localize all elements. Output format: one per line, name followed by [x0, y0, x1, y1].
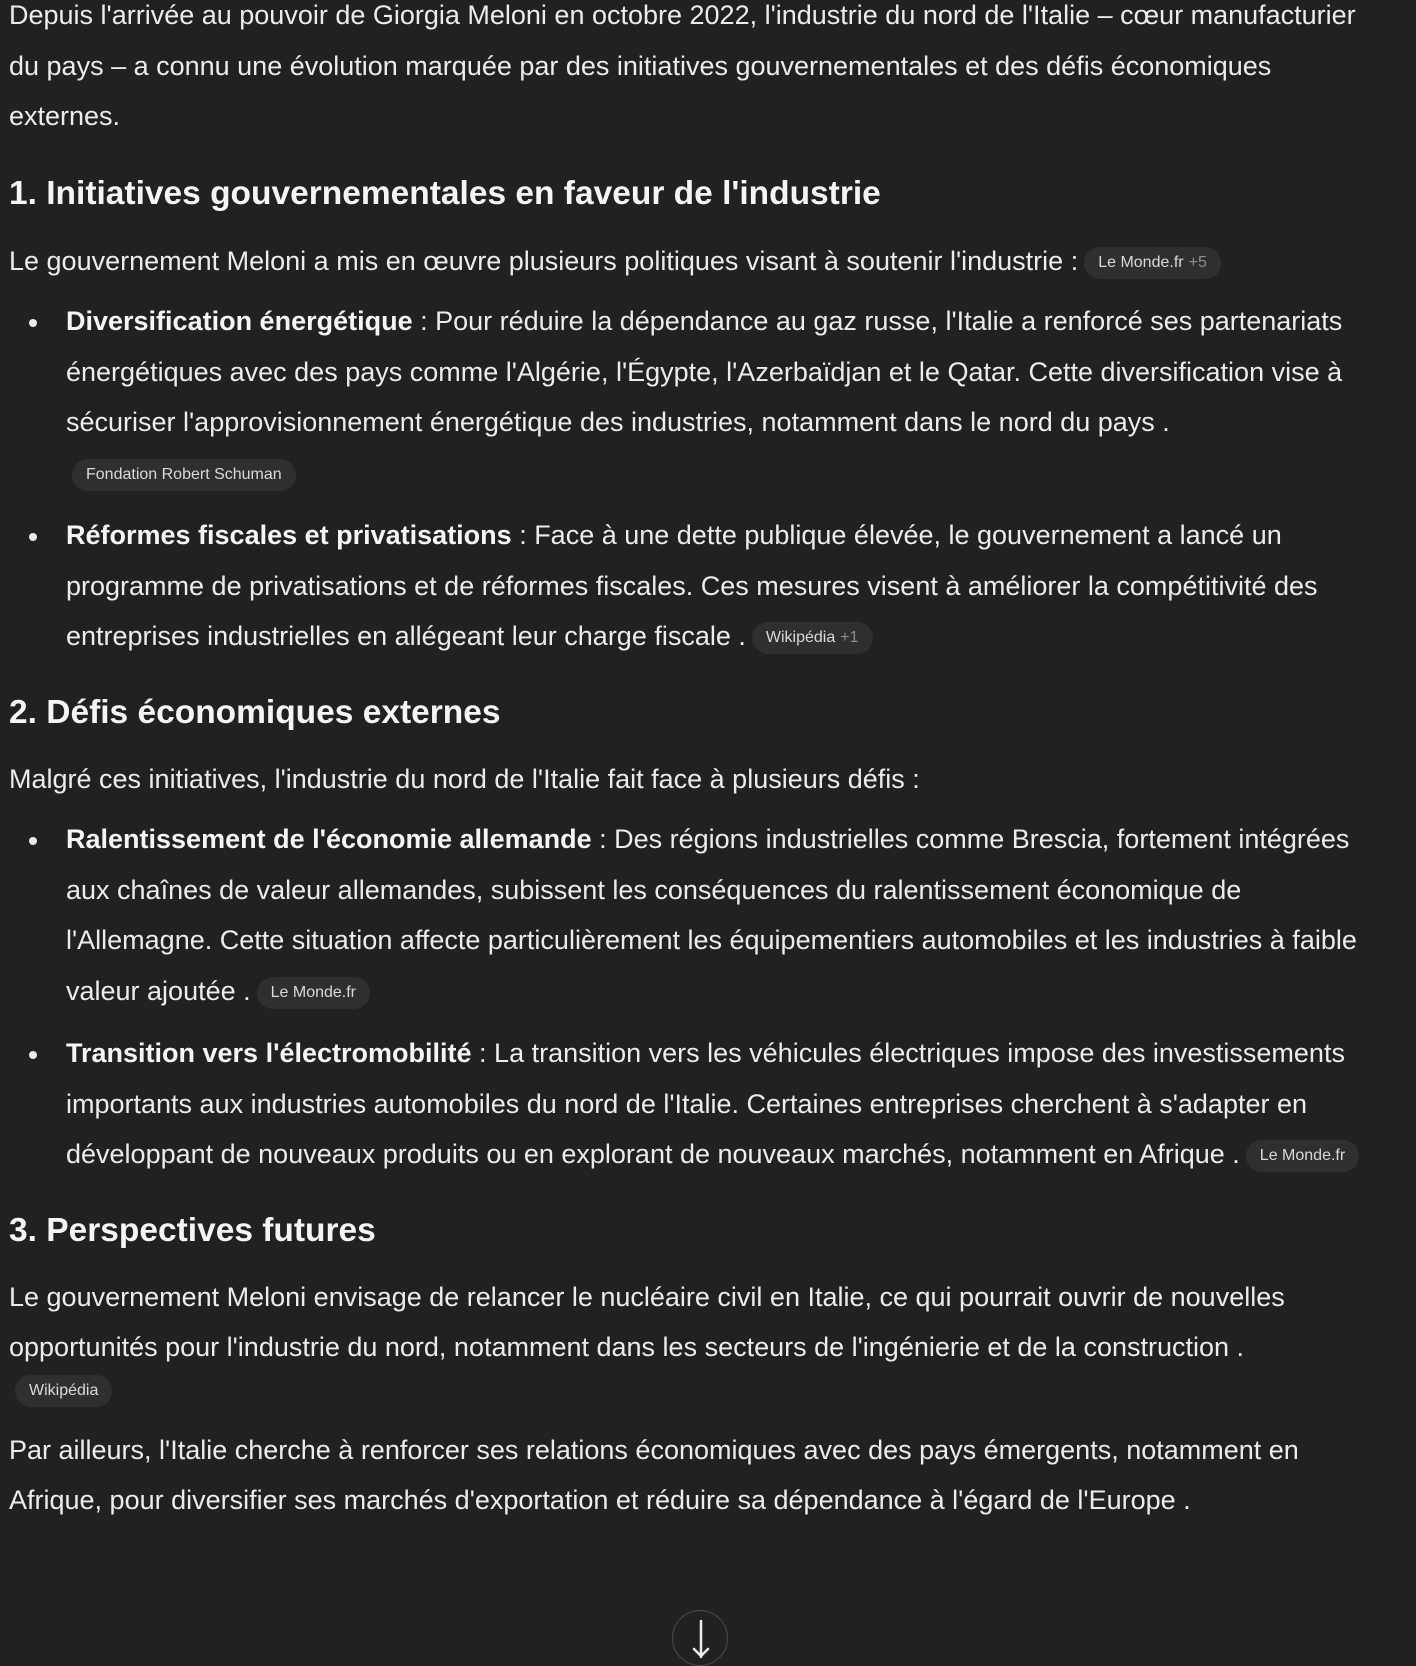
- bullet-dot: [29, 533, 37, 541]
- section-heading-text: 1. Initiatives gouvernementales en faveur de l'industrie: [9, 174, 881, 212]
- source-chip[interactable]: [1246, 1140, 1359, 1172]
- bullet-dot: [29, 319, 37, 327]
- list-item: [9, 296, 1388, 498]
- lead-text: Le gouvernement Meloni a mis en œuvre plusieurs politiques visant à soutenir l'industrie :: [9, 245, 1079, 276]
- source-name: Fondation Robert Schuman: [86, 465, 282, 483]
- item-text: : Face à une dette publique élevée, le gouvernement a lancé un programme de privatisations et de réformes fiscales. Ces mesures visent à améliorer la compétitivité des entreprises industrielles en allégeant leur charge fiscale .: [66, 520, 1318, 651]
- source-extra-count: +1: [840, 629, 859, 646]
- item-term: Réformes fiscales et privatisations: [66, 520, 512, 550]
- item-term: Transition vers l'électromobilité: [66, 1038, 472, 1068]
- source-name: Le Monde.fr: [1259, 1147, 1346, 1164]
- source-name: Le Monde.fr: [270, 983, 357, 1001]
- source-chip[interactable]: [1084, 247, 1221, 279]
- item-text: : Des régions industrielles comme Brescia, fortement intégrées aux chaînes de valeur allemandes, subissent les conséquences du ralentissement économique de l'Allemagne. Cette situation affecte particulièrement les équipementiers automobiles et les industries à faible valeur ajoutée .: [66, 824, 1357, 1006]
- item-term: Diversification énergétique: [66, 306, 413, 336]
- section-heading-initiatives: [9, 169, 1388, 219]
- source-extra-count: +5: [1188, 253, 1207, 271]
- list-item: [9, 814, 1388, 1016]
- source-chip[interactable]: [752, 622, 873, 654]
- source-name: Le Monde.fr: [1098, 253, 1184, 271]
- source-name: Wikipédia: [765, 629, 836, 646]
- list-item: [9, 510, 1388, 662]
- section-lead: Malgré ces initiatives, l'industrie du nord de l'Italie fait face à plusieurs défis :: [9, 763, 920, 794]
- source-chip-row: [15, 1375, 1388, 1407]
- source-chip[interactable]: [72, 459, 296, 491]
- list-item: [9, 1028, 1388, 1180]
- scroll-to-bottom-button[interactable]: [672, 1610, 728, 1666]
- bullet-dot: [29, 1051, 37, 1059]
- perspectives-paragraph-2: Par ailleurs, l'Italie cherche à renforcer ses relations économiques avec des pays émergents, notamment en Afrique, pour diversifier ses marchés d'exportation et réduire sa dépendance à l'égard de l'Europe .: [9, 1434, 1299, 1515]
- source-chip[interactable]: [257, 977, 370, 1009]
- section-heading-text: 2. Défis économiques externes: [9, 693, 501, 731]
- intro-paragraph: Depuis l'arrivée au pouvoir de Giorgia Meloni en octobre 2022, l'industrie du nord de l'Italie – cœur manufacturier du pays – a connu une évolution marquée par des initiatives gouvernementales et des défis économiques externes.: [9, 0, 1356, 131]
- perspectives-paragraph: Le gouvernement Meloni envisage de relancer le nucléaire civil en Italie, ce qui pourrait ouvrir de nouvelles opportunités pour l'industrie du nord, notamment dans les secteurs de l'ingénierie et de la construction .: [9, 1281, 1285, 1362]
- item-text: : Pour réduire la dépendance au gaz russe, l'Italie a renforcé ses partenariats énergétiques avec des pays comme l'Algérie, l'Égypte, l'Azerbaïdjan et le Qatar. Cette diversification vise à sécuriser l'approvisionnement énergétique des industries, notamment dans le nord du pays .: [66, 306, 1343, 437]
- item-term: Ralentissement de l'économie allemande: [66, 824, 592, 854]
- arrow-down-icon: [691, 1619, 711, 1659]
- item-text: : La transition vers les véhicules électriques impose des investissements importants aux industries automobiles du nord de l'Italie. Certaines entreprises cherchent à s'adapter en développant de nouveaux produits ou en explorant de nouveaux marchés, notamment en Afrique .: [66, 1038, 1345, 1169]
- section-heading-perspectives: [9, 1206, 1388, 1256]
- source-name: Wikipédia: [29, 1381, 99, 1399]
- section-heading-text: 3. Perspectives futures: [9, 1211, 376, 1249]
- initiatives-list: [9, 296, 1388, 662]
- section-heading-defis: [9, 688, 1388, 738]
- bullet-dot: [29, 837, 37, 845]
- challenges-list: [9, 814, 1388, 1180]
- section-lead: [9, 236, 1388, 287]
- source-chip[interactable]: [15, 1375, 112, 1407]
